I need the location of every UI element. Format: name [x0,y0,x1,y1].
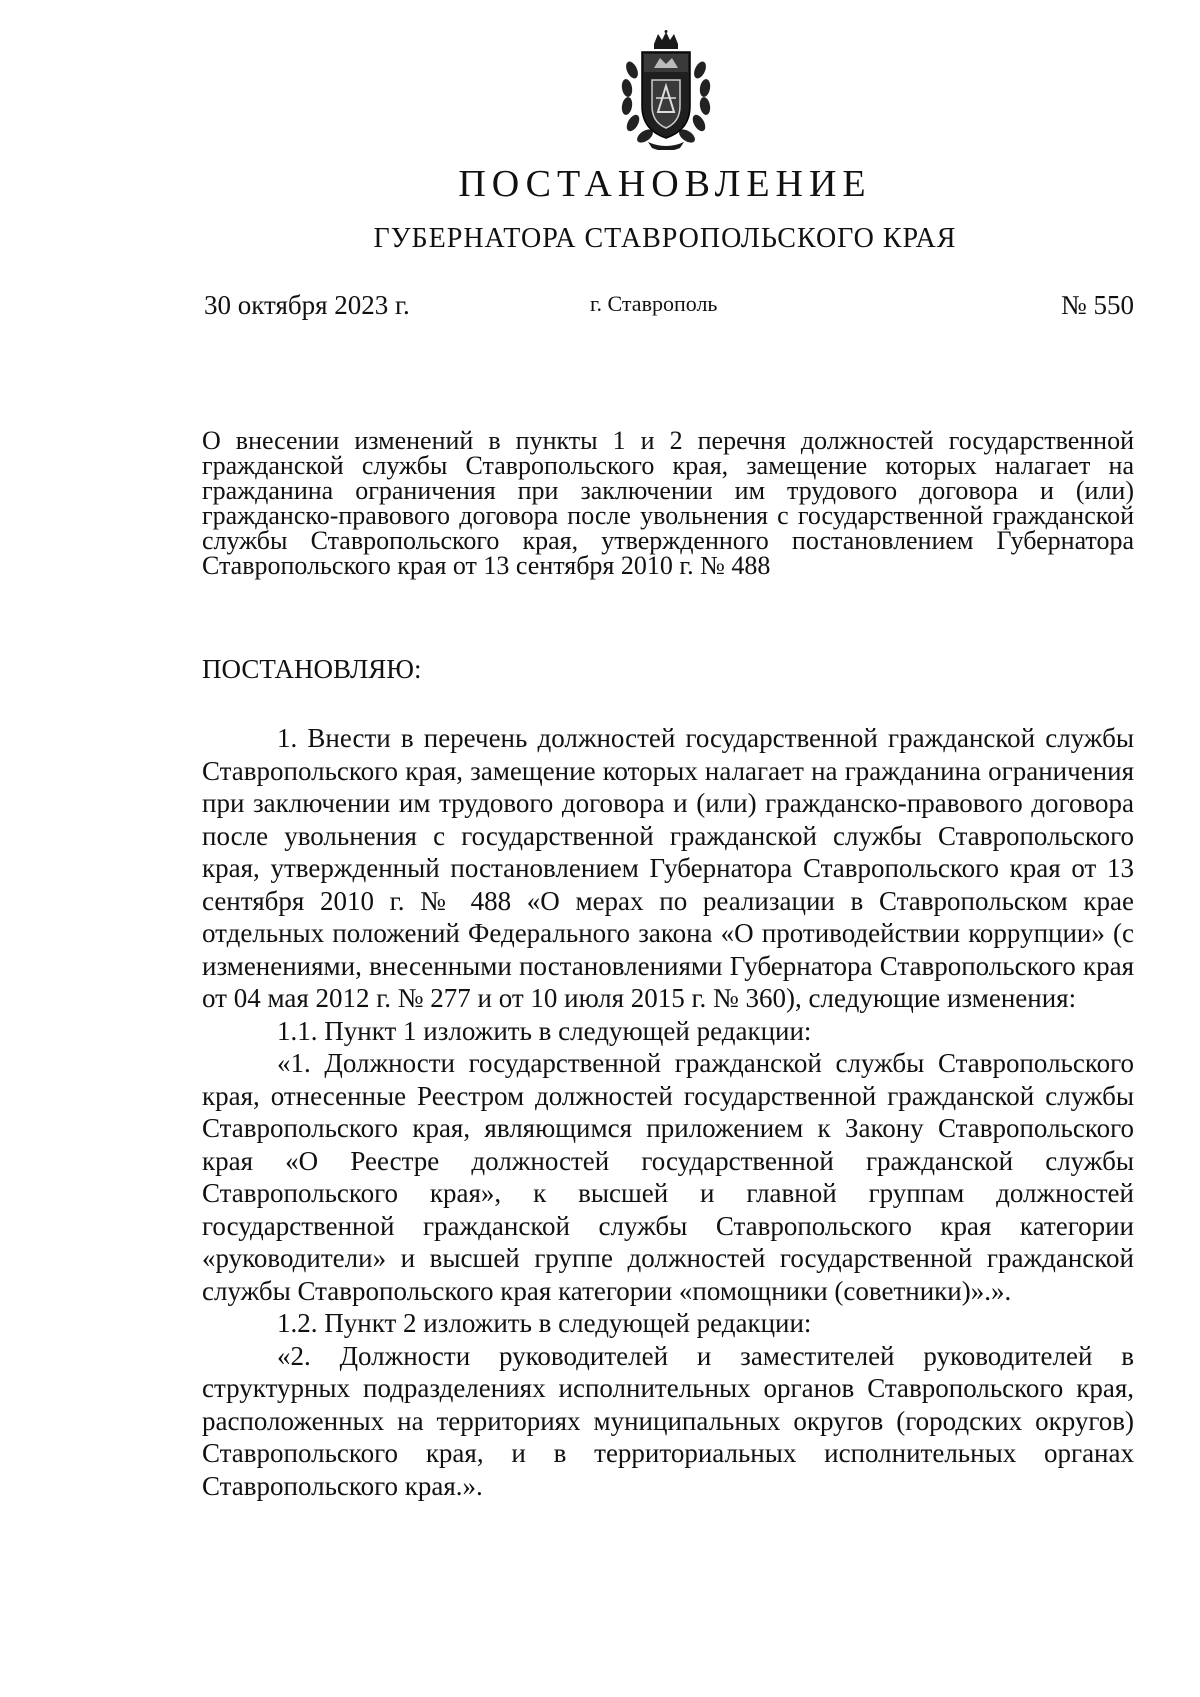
document-city: г. Ставрополь [590,291,718,316]
decree-word: ПОСТАНОВЛЯЮ: [202,654,422,684]
body-paragraph: 1.2. Пункт 2 изложить в следующей редакции: [277,1308,812,1338]
body-paragraph: 1.1. Пункт 1 изложить в следующей редакции: [277,1015,812,1046]
document-type-heading: ПОСТАНОВЛЕНИЕ [458,163,872,205]
body-paragraph: 1. Внести в перечень должностей государственной гражданской службы Ставропольского края, замещение которых налагает на гражданина ограничения при заключении им трудового договора и (или) гражданско-правового договора после увольнения с государственной гражданской службы Ставропольского края, утвержденный постановлением Губернатора Ставропольского края от 13 сентября 2010 г. № 488 «О мерах по реализации в Ставропольском крае отдельных положений Федерального закона «О противодействии коррупции» (с изменениями, внесенными постановлениями Губернатора Ставропольского края от 04 мая 2012 г. № 277 и от 10 июля 2015 г. № 360), следующие изменения: [202,723,1134,1013]
document-number: № 550 [1060,290,1134,320]
body-paragraph: «1. Должности государственной гражданской службы Ставропольского края, отнесенные Реестром должностей государственной гражданской службы Ставропольского края, являющимся приложением к Закону Ставропольского края «О Реестре должностей государственной гражданской службы Ставропольского края», к высшей и главной группам должностей государственной гражданской службы Ставропольского края категории «руководители» и высшей группе должностей государственной гражданской службы Ставропольского края категории «помощники (советники)».». [202,1048,1134,1306]
issuer-heading: ГУБЕРНАТОРА СТАВРОПОЛЬСКОГО КРАЯ [373,223,957,254]
document-date: 30 октября 2023 г. [204,290,410,320]
body-paragraph: «2. Должности руководителей и заместителей руководителей в структурных подразделениях исполнительных органов Ставропольского края, расположенных на территориях муниципальных округов (городских округов) Ставропольского края, и в территориальных исполнительных органах Ставропольского края.». [202,1340,1134,1501]
document-title: О внесении изменений в пункты 1 и 2 перечня должностей государственной гражданской службы Ставропольского края, замещение которых налагает на гражданина ограничения при заключении им трудового договора и (или) гражданско-правового договора после увольнения с государственной гражданской службы Ставропольского края, утвержденного постановлением Губернатора Ставропольского края от 13 сентября 2010 г. № 488 [202,426,1134,580]
document-body [202,722,1134,1502]
stavropol-krai-coat-of-arms-icon [618,30,714,150]
